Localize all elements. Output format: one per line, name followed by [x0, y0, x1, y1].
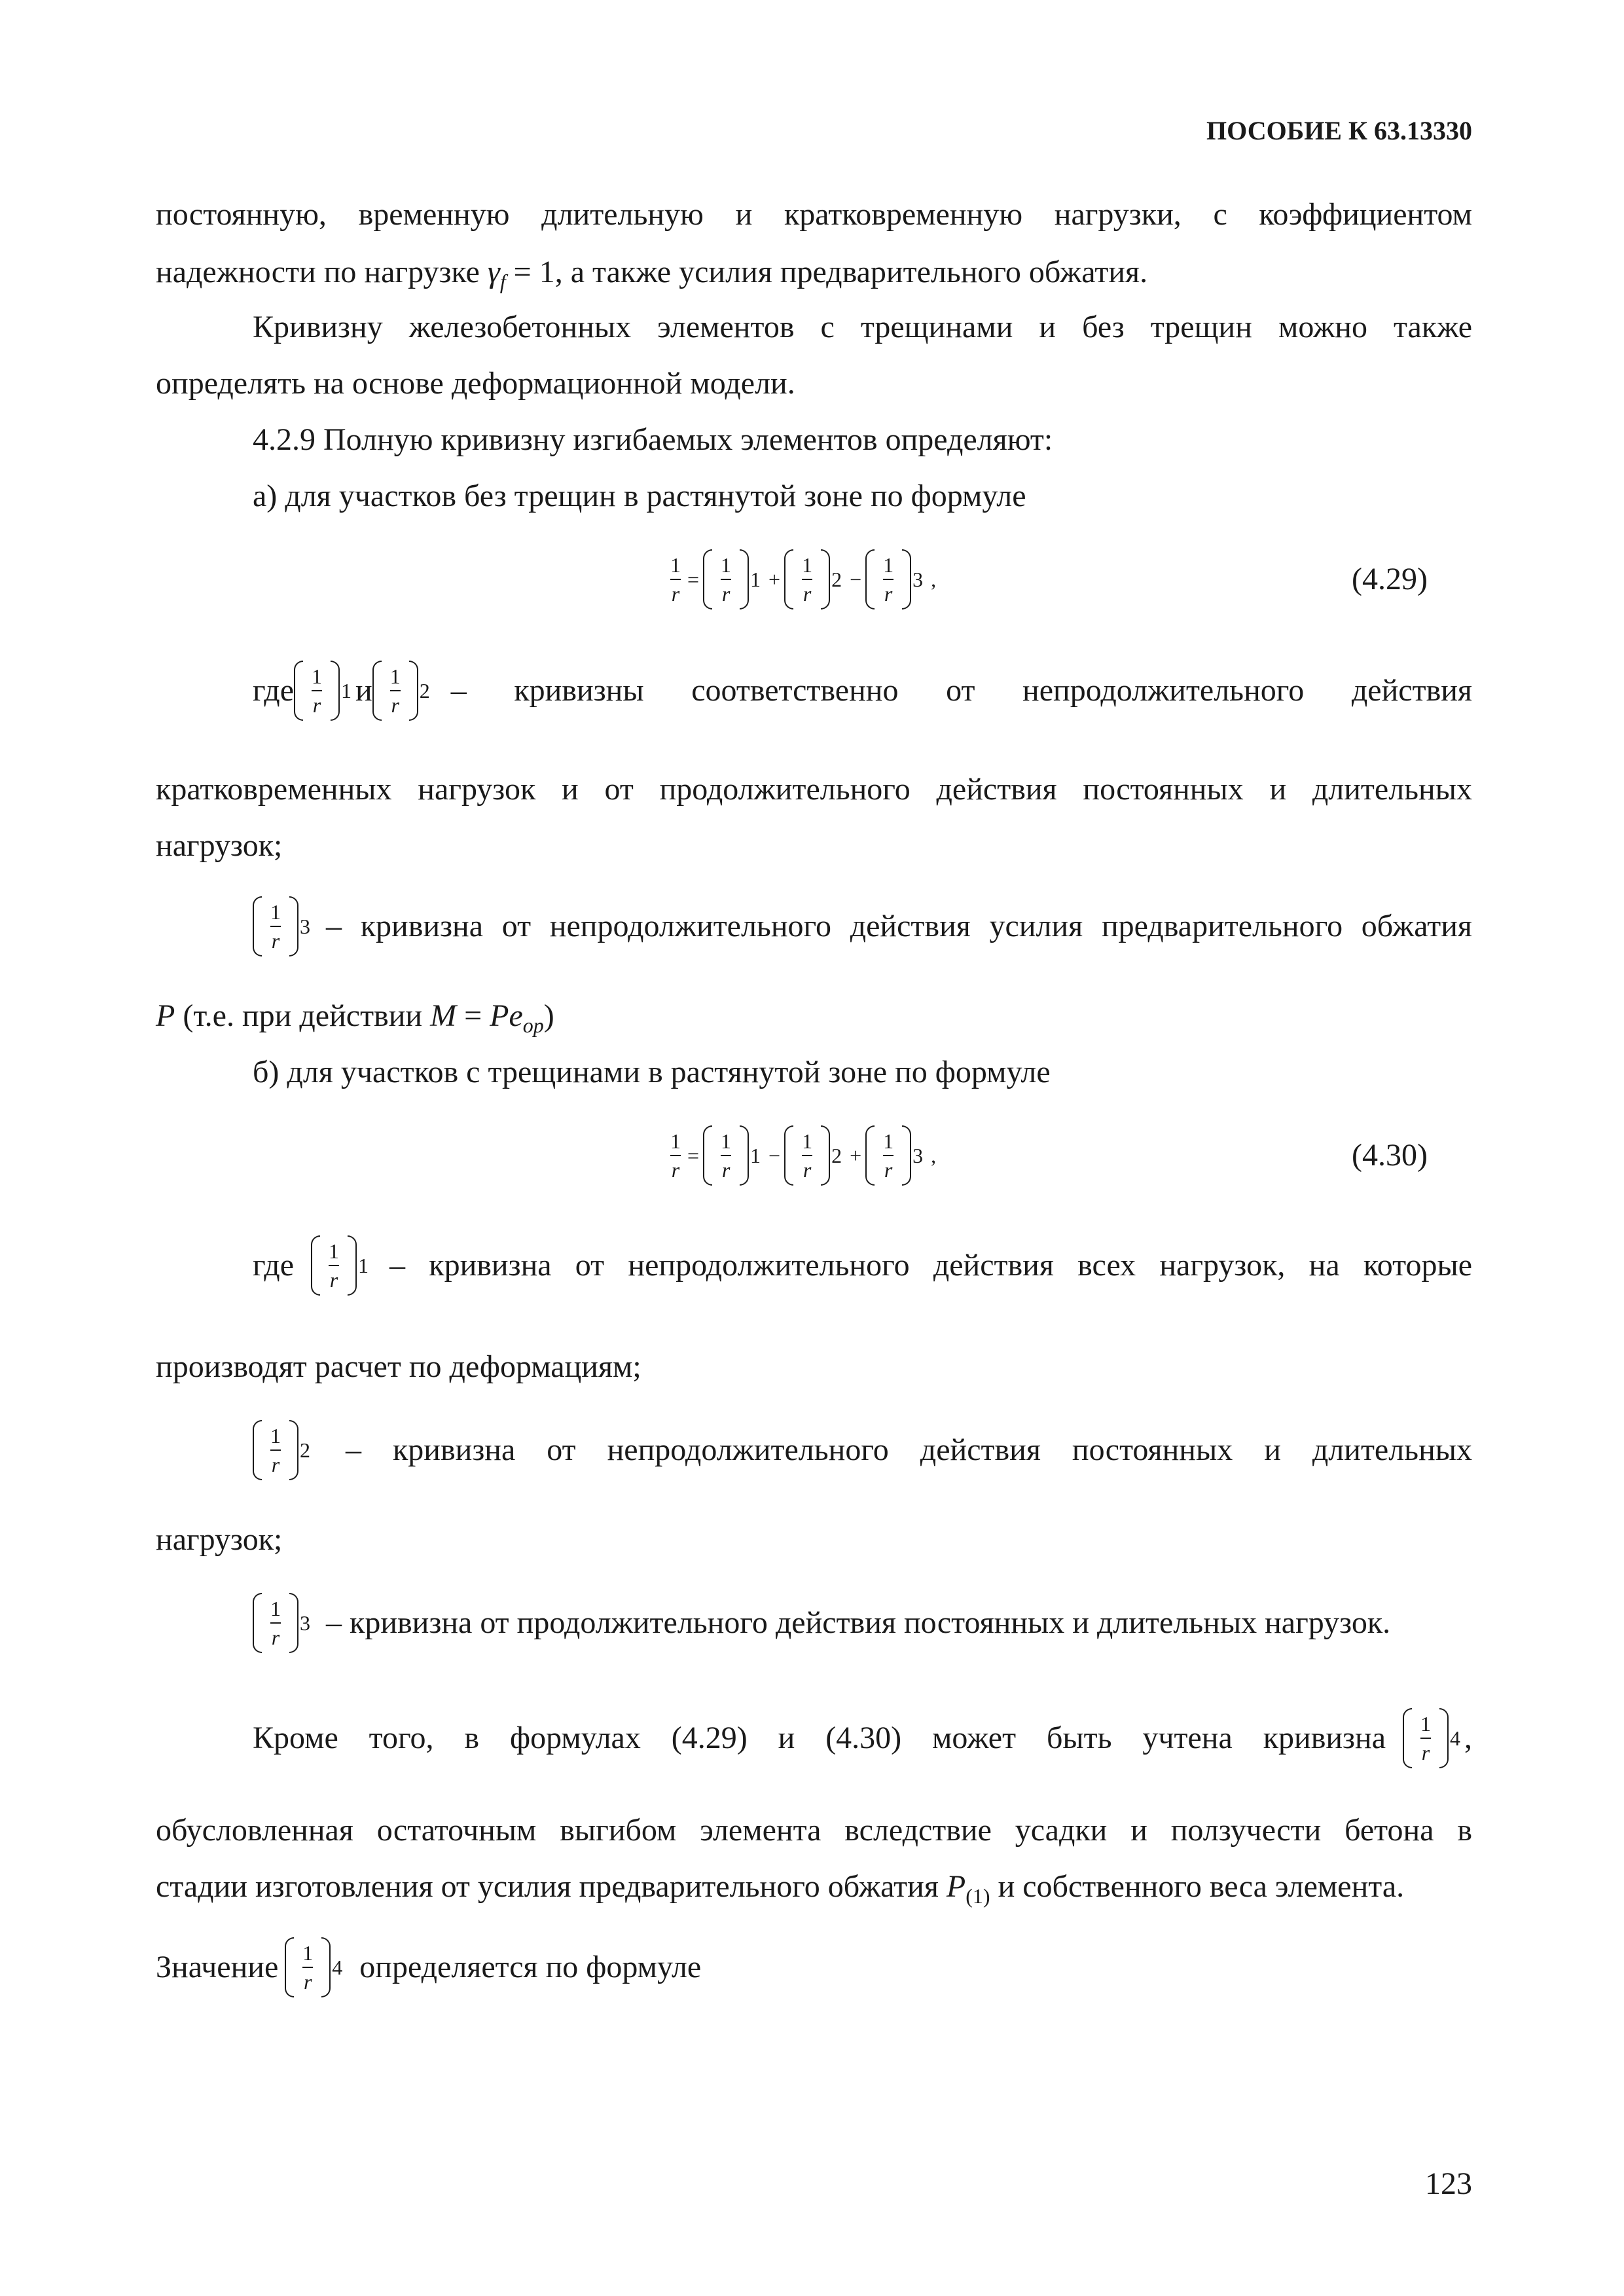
where-word: где — [253, 673, 295, 708]
symbol-P: P — [156, 998, 175, 1033]
curvature-4-symbol: 1 r 4 — [1403, 1705, 1464, 1771]
subscript: 2 — [831, 567, 842, 591]
item-a-heading: а) для участков без трещин в растянутой зоне по формуле — [253, 479, 1026, 513]
determined-by-formula-text: определяется по формуле — [359, 1950, 702, 1984]
subscript: 1 — [750, 1143, 761, 1167]
where-word: где — [253, 1248, 295, 1283]
clause-4-2-9: 4.2.9 Полную кривизну изгибаемых элементов определяют: — [253, 422, 1053, 457]
paragraph-6-line-2: обусловленная остаточным выгибом элемента вследствие усадки и ползучести бетона в — [156, 1813, 1472, 1848]
paragraph-6-text: Кроме того, в формулах (4.29) и (4.30) может быть учтена кривизна — [253, 1721, 1386, 1755]
running-header: ПОСОБИЕ К 63.13330 — [1206, 116, 1472, 145]
curvature-1-symbol: 1 r 1 — [294, 658, 355, 723]
minus-sign: − — [850, 567, 862, 591]
where-4-text: – кривизна от непродолжительного действия постоянных и длительных — [346, 1432, 1472, 1467]
curvature-term-1: 1 r — [703, 1123, 749, 1188]
where-5-text: – кривизна от продолжительного действия постоянных и длительных нагрузок. — [326, 1605, 1391, 1640]
plus-sign: + — [768, 567, 781, 591]
equals-sign: = — [687, 1143, 700, 1167]
where-3-text: – кривизна от непродолжительного действия всех нагрузок, на которые — [389, 1248, 1472, 1283]
where-2-line-1 — [253, 890, 1472, 962]
paragraph-2-line-2: определять на основе деформационной модели. — [156, 366, 795, 401]
curvature-term-2: 1 r — [784, 547, 830, 612]
equation-number-4-29: (4.29) — [1352, 562, 1428, 596]
curvature-2-symbol: 1 r 2 — [372, 658, 434, 723]
subscript: 1 — [750, 567, 761, 591]
page-number: 123 — [1425, 2166, 1472, 2201]
value-word: Значение — [156, 1950, 279, 1984]
curvature-1-symbol: 1 r 1 — [311, 1233, 372, 1298]
curvature-term-3: 1 r — [865, 547, 911, 612]
paragraph-1-line-1: постоянную, временную длительную и кратковременную нагрузки, с коэффициентом — [156, 197, 1472, 232]
where-2-text: – кривизна от непродолжительного действия усилия предварительного обжатия — [326, 909, 1472, 943]
where-4-line-1 — [253, 1414, 1472, 1486]
curvature-3-symbol: 1 r 3 — [253, 1590, 314, 1656]
where-1-line-2: кратковременных нагрузок и от продолжительного действия постоянных и длительных — [156, 772, 1472, 807]
where-4-line-2: нагрузок; — [156, 1522, 283, 1557]
curvature-term-2: 1 r — [784, 1123, 830, 1188]
text-fragment: надежности по нагрузке — [156, 255, 488, 289]
equals-sign: = — [687, 567, 700, 591]
where-1-text: – кривизны соответственно от непродолжительного действия — [450, 673, 1472, 708]
text-fragment: = 1, а также усилия предварительного обжатия. — [505, 255, 1148, 289]
comma: , — [1464, 1721, 1472, 1755]
fraction-1-over-r: $\frac{1}{r}$ — [670, 553, 681, 606]
minus-sign: − — [768, 1143, 781, 1167]
subscript: 3 — [912, 1143, 924, 1167]
where-3-line-1 — [253, 1230, 1472, 1302]
formula-4-29 — [668, 543, 940, 615]
where-3-line-2: производят расчет по деформациям; — [156, 1349, 641, 1384]
curvature-3-symbol: 1 r 3 — [253, 894, 314, 959]
gamma-symbol: γ — [487, 255, 500, 289]
symbol-Pe: Pe — [490, 998, 523, 1033]
curvature-2-symbol: 1 r 2 — [253, 1417, 314, 1483]
plus-sign: + — [850, 1143, 862, 1167]
where-1-line-3: нагрузок; — [156, 828, 283, 863]
comma: , — [931, 1143, 937, 1167]
curvature-term-3: 1 r — [865, 1123, 911, 1188]
equation-number-4-30: (4.30) — [1352, 1138, 1428, 1173]
where-2-line-2: P (т.е. при действии $M = Pe_{op}$) — [156, 998, 554, 1037]
item-b-heading: б) для участков с трещинами в растянутой зоне по формуле — [253, 1055, 1051, 1089]
paragraph-1-line-2 — [156, 253, 1472, 292]
fraction-1-over-r: $\frac{1}{r}$ — [670, 1129, 681, 1182]
curvature-4-symbol: 1 r 4 — [285, 1935, 346, 2000]
paragraph-2-line-1: Кривизну железобетонных элементов с трещинами и без трещин можно также — [253, 310, 1472, 344]
paragraph-6-line-3: стадии изготовления от усилия предварительного обжатия $P_{(1)}$ и собственного веса элемента. — [156, 1869, 1405, 1908]
symbol-P: P — [946, 1869, 966, 1904]
symbol-M: M — [430, 998, 457, 1033]
subscript: 3 — [912, 567, 924, 591]
comma: , — [931, 567, 937, 591]
subscript: 2 — [831, 1143, 842, 1167]
curvature-term-1: 1 r — [703, 547, 749, 612]
where-5-line-1 — [253, 1587, 1472, 1659]
formula-4-30 — [668, 1120, 940, 1192]
paragraph-6-line-4 — [156, 1931, 1472, 2003]
and-word: и — [355, 673, 372, 708]
gamma-subscript: f — [499, 270, 506, 293]
where-1-line-1 — [253, 655, 1472, 727]
paragraph-6-line-1 — [253, 1702, 1472, 1774]
